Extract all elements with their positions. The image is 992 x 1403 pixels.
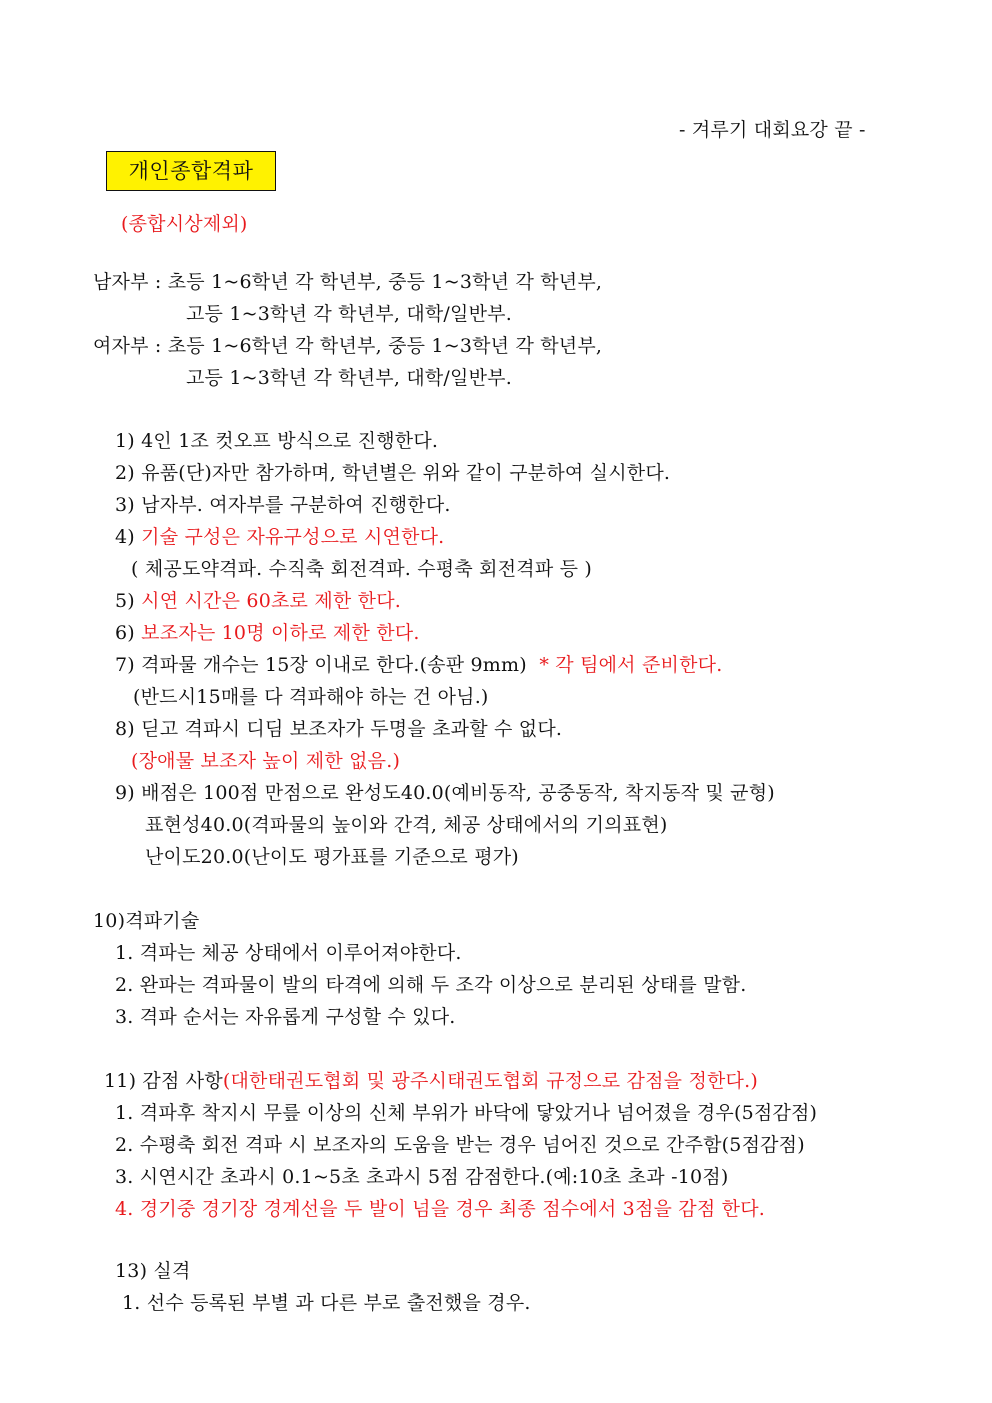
rule-2: 2) 유품(단)자만 참가하며, 학년별은 위와 같이 구분하여 실시한다. (115, 462, 671, 484)
rule-3: 3) 남자부. 여자부를 구분하여 진행한다. (115, 494, 451, 516)
rule-8-sub: (장애물 보조자 높이 제한 없음.) (131, 750, 401, 772)
disqualification-heading: 13) 실격 (115, 1260, 191, 1282)
deduction-heading-label: 11) 감점 사항 (104, 1070, 223, 1092)
female-division-line1: 여자부 : 초등 1~6학년 각 학년부, 중등 1~3학년 각 학년부, (93, 335, 603, 357)
rule-4-text: 기술 구성은 자유구성으로 시연한다. (141, 526, 445, 548)
rule-9-sub2: 난이도20.0(난이도 평가표를 기준으로 평가) (145, 846, 519, 868)
rule-4-sub: ( 체공도약격파. 수직축 회전격파. 수평축 회전격파 등 ) (131, 558, 593, 580)
end-note: - 겨루기 대회요강 끝 - (679, 119, 866, 141)
technique-item-3: 3. 격파 순서는 자유롭게 구성할 수 있다. (115, 1006, 456, 1028)
deduction-item-2: 2. 수평축 회전 격파 시 보조자의 도움을 받는 경우 넘어진 것으로 간주함(5점감점) (115, 1134, 805, 1156)
deduction-item-1: 1. 격파후 착지시 무릎 이상의 신체 부위가 바닥에 닿았거나 넘어졌을 경우(5점감점) (115, 1102, 818, 1124)
deduction-heading-note: (대한태권도협회 및 광주시태권도협회 규정으로 감점을 정한다.) (222, 1070, 758, 1092)
rule-7 (115, 652, 722, 678)
technique-item-1: 1. 격파는 체공 상태에서 이루어져야한다. (115, 942, 462, 964)
rule-6-number: 6) (115, 622, 135, 644)
rule-8: 8) 딛고 격파시 디딤 보조자가 두명을 초과할 수 없다. (115, 718, 563, 740)
male-division-line2: 고등 1~3학년 각 학년부, 대학/일반부. (186, 303, 512, 325)
deduction-heading (104, 1068, 758, 1094)
section-note: (종합시상제외) (121, 213, 248, 235)
technique-item-2: 2. 완파는 격파물이 발의 타격에 의해 두 조각 이상으로 분리된 상태를 말함. (115, 974, 747, 996)
rule-6 (115, 620, 420, 646)
deduction-item-3: 3. 시연시간 초과시 0.1~5초 초과시 5점 감점한다.(예:10초 초과 -10점) (115, 1166, 729, 1188)
section-title-box: 개인종합격파 (106, 151, 276, 191)
rule-7-text: 7) 격파물 개수는 15장 이내로 한다.(송판 9mm) (115, 654, 540, 676)
deduction-item-4: 4. 경기중 경기장 경계선을 두 발이 넘을 경우 최종 점수에서 3점을 감점 한다. (115, 1198, 765, 1220)
rule-7-sub: (반드시15매를 다 격파해야 하는 건 아님.) (133, 686, 489, 708)
disqualification-item-1: 1. 선수 등록된 부별 과 다른 부로 출전했을 경우. (122, 1292, 531, 1314)
rule-6-text: 보조자는 10명 이하로 제한 한다. (141, 622, 420, 644)
rule-4 (115, 524, 444, 550)
male-division-line1: 남자부 : 초등 1~6학년 각 학년부, 중등 1~3학년 각 학년부, (93, 271, 603, 293)
rule-4-number: 4) (115, 526, 135, 548)
rule-5 (115, 588, 401, 614)
rule-1: 1) 4인 1조 컷오프 방식으로 진행한다. (115, 430, 439, 452)
rule-9-sub1: 표현성40.0(격파물의 높이와 간격, 체공 상태에서의 기의표현) (145, 814, 668, 836)
rule-5-number: 5) (115, 590, 135, 612)
rule-7-red-note: * 각 팀에서 준비한다. (539, 654, 723, 676)
technique-heading: 10)격파기술 (93, 910, 200, 932)
rule-9: 9) 배점은 100점 만점으로 완성도40.0(예비동작, 공중동작, 착지동작 및 균형) (115, 782, 775, 804)
rule-5-text: 시연 시간은 60초로 제한 한다. (141, 590, 402, 612)
female-division-line2: 고등 1~3학년 각 학년부, 대학/일반부. (186, 367, 512, 389)
